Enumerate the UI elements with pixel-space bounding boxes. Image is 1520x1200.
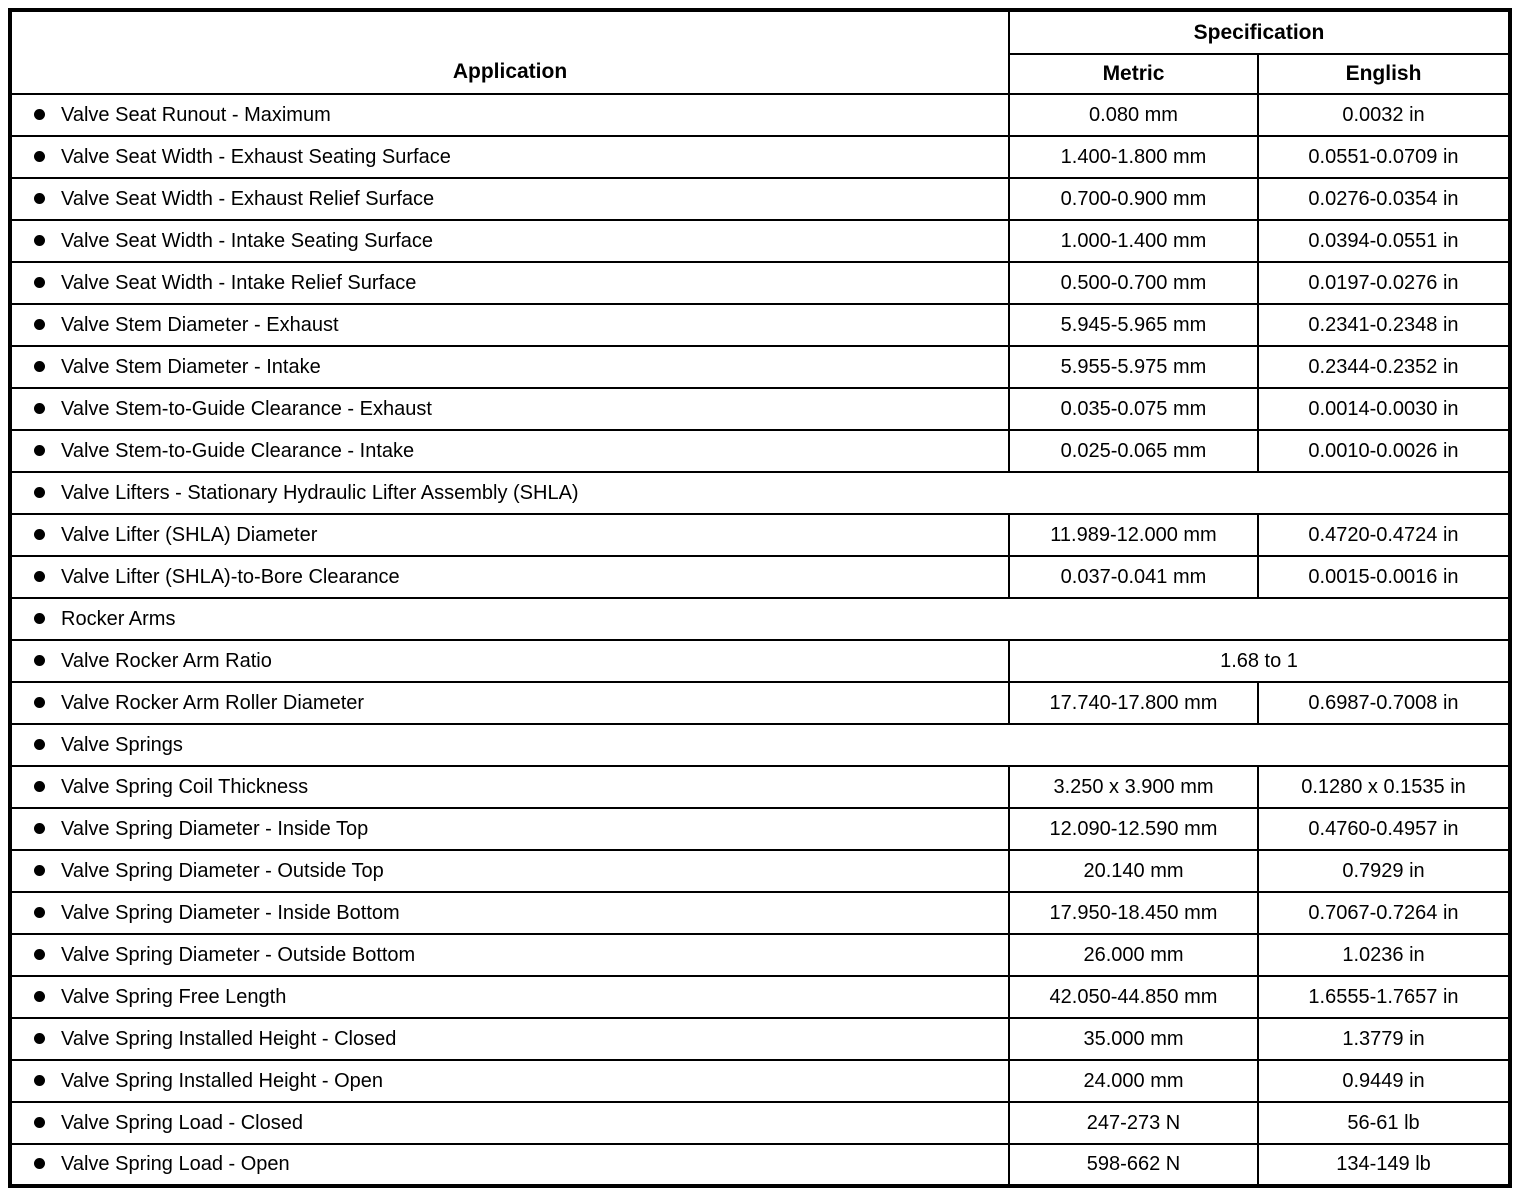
- application-cell: [10, 178, 1009, 220]
- application-label: Valve Stem-to-Guide Clearance - Intake: [61, 439, 415, 462]
- application-cell: [10, 346, 1009, 388]
- application-label: Valve Spring Diameter - Outside Top: [61, 859, 384, 882]
- metric-column-header: Metric: [1009, 54, 1258, 94]
- metric-value-cell: 598-662 N: [1009, 1144, 1258, 1186]
- bullet-icon: [34, 739, 45, 750]
- metric-value-cell: 0.037-0.041 mm: [1009, 556, 1258, 598]
- english-value-cell: 1.6555-1.7657 in: [1258, 976, 1510, 1018]
- metric-value-cell: 5.955-5.975 mm: [1009, 346, 1258, 388]
- table-row: [10, 934, 1510, 976]
- table-row: [10, 976, 1510, 1018]
- metric-value-cell: 0.035-0.075 mm: [1009, 388, 1258, 430]
- english-value-cell: 0.0276-0.0354 in: [1258, 178, 1510, 220]
- english-value-cell: 0.0015-0.0016 in: [1258, 556, 1510, 598]
- english-value-cell: 0.0394-0.0551 in: [1258, 220, 1510, 262]
- application-label: Valve Stem Diameter - Intake: [61, 355, 321, 378]
- header-row-specification: [10, 10, 1510, 54]
- metric-value-cell: 42.050-44.850 mm: [1009, 976, 1258, 1018]
- english-value-cell: 0.2341-0.2348 in: [1258, 304, 1510, 346]
- table-row: [10, 178, 1510, 220]
- spec-table-body: [10, 94, 1510, 1186]
- application-label: Rocker Arms: [61, 607, 176, 630]
- application-cell: [10, 388, 1009, 430]
- application-label: Valve Spring Load - Closed: [61, 1111, 303, 1134]
- specification-column-header: Specification: [1009, 10, 1510, 54]
- bullet-icon: [34, 571, 45, 582]
- english-column-header: English: [1258, 54, 1510, 94]
- bullet-icon: [34, 529, 45, 540]
- table-row: [10, 808, 1510, 850]
- table-row: [10, 1060, 1510, 1102]
- table-row: [10, 388, 1510, 430]
- english-value-cell: 0.1280 x 0.1535 in: [1258, 766, 1510, 808]
- table-row: [10, 136, 1510, 178]
- bullet-icon: [34, 655, 45, 666]
- bullet-icon: [34, 319, 45, 330]
- application-cell: [10, 136, 1009, 178]
- application-label: Valve Seat Runout - Maximum: [61, 103, 331, 126]
- metric-value-cell: 24.000 mm: [1009, 1060, 1258, 1102]
- table-row: [10, 220, 1510, 262]
- metric-value-cell: 5.945-5.965 mm: [1009, 304, 1258, 346]
- application-cell: [10, 934, 1009, 976]
- bullet-icon: [34, 151, 45, 162]
- application-cell: [10, 640, 1009, 682]
- english-value-cell: 0.0010-0.0026 in: [1258, 430, 1510, 472]
- application-label: Valve Spring Diameter - Outside Bottom: [61, 943, 416, 966]
- application-label: Valve Stem Diameter - Exhaust: [61, 313, 339, 336]
- english-value-cell: 0.2344-0.2352 in: [1258, 346, 1510, 388]
- table-row: [10, 514, 1510, 556]
- application-cell: [10, 598, 1510, 640]
- application-cell: [10, 976, 1009, 1018]
- spec-table-header: [10, 10, 1510, 94]
- application-cell: [10, 556, 1009, 598]
- bullet-icon: [34, 781, 45, 792]
- bullet-icon: [34, 445, 45, 456]
- application-label: Valve Lifter (SHLA) Diameter: [61, 523, 318, 546]
- section-row: [10, 724, 1510, 766]
- english-value-cell: 0.7067-0.7264 in: [1258, 892, 1510, 934]
- table-row: [10, 640, 1510, 682]
- application-label: Valve Spring Diameter - Inside Top: [61, 817, 369, 840]
- table-row: [10, 94, 1510, 136]
- application-cell: [10, 94, 1009, 136]
- application-cell: [10, 1060, 1009, 1102]
- application-label: Valve Seat Width - Intake Seating Surface: [61, 229, 434, 252]
- bullet-icon: [34, 1075, 45, 1086]
- table-row: [10, 430, 1510, 472]
- english-value-cell: 0.4760-0.4957 in: [1258, 808, 1510, 850]
- table-row: [10, 262, 1510, 304]
- application-cell: [10, 1144, 1009, 1186]
- merged-value-cell: 1.68 to 1: [1009, 640, 1510, 682]
- table-row: [10, 850, 1510, 892]
- bullet-icon: [34, 193, 45, 204]
- english-value-cell: 0.0551-0.0709 in: [1258, 136, 1510, 178]
- metric-value-cell: 0.080 mm: [1009, 94, 1258, 136]
- english-value-cell: 0.0032 in: [1258, 94, 1510, 136]
- english-value-cell: 56-61 lb: [1258, 1102, 1510, 1144]
- section-row: [10, 472, 1510, 514]
- metric-value-cell: 247-273 N: [1009, 1102, 1258, 1144]
- application-cell: [10, 892, 1009, 934]
- application-label: Valve Spring Coil Thickness: [61, 775, 309, 798]
- bullet-icon: [34, 1158, 45, 1169]
- application-label: Valve Spring Installed Height - Open: [61, 1069, 384, 1092]
- bullet-icon: [34, 991, 45, 1002]
- application-label: Valve Spring Free Length: [61, 985, 287, 1008]
- application-column-header: Application: [10, 10, 1009, 94]
- application-cell: [10, 220, 1009, 262]
- application-label: Valve Spring Diameter - Inside Bottom: [61, 901, 400, 924]
- table-row: [10, 1102, 1510, 1144]
- application-cell: [10, 766, 1009, 808]
- metric-value-cell: 1.000-1.400 mm: [1009, 220, 1258, 262]
- bullet-icon: [34, 403, 45, 414]
- english-value-cell: 0.6987-0.7008 in: [1258, 682, 1510, 724]
- metric-value-cell: 17.950-18.450 mm: [1009, 892, 1258, 934]
- table-row: [10, 1018, 1510, 1060]
- metric-value-cell: 26.000 mm: [1009, 934, 1258, 976]
- metric-value-cell: 0.025-0.065 mm: [1009, 430, 1258, 472]
- bullet-icon: [34, 277, 45, 288]
- bullet-icon: [34, 907, 45, 918]
- application-label: Valve Spring Load - Open: [61, 1153, 290, 1175]
- english-value-cell: 1.3779 in: [1258, 1018, 1510, 1060]
- application-label: Valve Rocker Arm Ratio: [61, 649, 272, 672]
- english-value-cell: 134-149 lb: [1258, 1144, 1510, 1186]
- application-label: Valve Spring Installed Height - Closed: [61, 1027, 397, 1050]
- bullet-icon: [34, 865, 45, 876]
- table-row: [10, 304, 1510, 346]
- application-label: Valve Stem-to-Guide Clearance - Exhaust: [61, 397, 432, 420]
- metric-value-cell: 1.400-1.800 mm: [1009, 136, 1258, 178]
- bullet-icon: [34, 109, 45, 120]
- application-cell: [10, 1102, 1009, 1144]
- application-label: Valve Lifter (SHLA)-to-Bore Clearance: [61, 565, 400, 588]
- application-label: Valve Seat Width - Exhaust Relief Surface: [61, 187, 435, 210]
- bullet-icon: [34, 361, 45, 372]
- application-label: Valve Seat Width - Exhaust Seating Surface: [61, 145, 451, 168]
- spec-table: [8, 8, 1512, 1188]
- table-row: [10, 556, 1510, 598]
- bullet-icon: [34, 235, 45, 246]
- english-value-cell: 1.0236 in: [1258, 934, 1510, 976]
- english-value-cell: 0.4720-0.4724 in: [1258, 514, 1510, 556]
- english-value-cell: 0.9449 in: [1258, 1060, 1510, 1102]
- metric-value-cell: 17.740-17.800 mm: [1009, 682, 1258, 724]
- application-cell: [10, 472, 1510, 514]
- metric-value-cell: 0.700-0.900 mm: [1009, 178, 1258, 220]
- application-label: Valve Springs: [61, 733, 183, 756]
- application-cell: [10, 808, 1009, 850]
- english-value-cell: 0.0197-0.0276 in: [1258, 262, 1510, 304]
- bullet-icon: [34, 613, 45, 624]
- metric-value-cell: 12.090-12.590 mm: [1009, 808, 1258, 850]
- bullet-icon: [34, 823, 45, 834]
- application-cell: [10, 682, 1009, 724]
- metric-value-cell: 11.989-12.000 mm: [1009, 514, 1258, 556]
- application-cell: [10, 430, 1009, 472]
- application-cell: [10, 1018, 1009, 1060]
- english-value-cell: 0.0014-0.0030 in: [1258, 388, 1510, 430]
- bullet-icon: [34, 697, 45, 708]
- table-row: [10, 1144, 1510, 1186]
- table-row: [10, 682, 1510, 724]
- english-value-cell: 0.7929 in: [1258, 850, 1510, 892]
- application-label: Valve Rocker Arm Roller Diameter: [61, 691, 365, 714]
- table-row: [10, 766, 1510, 808]
- application-label: Valve Lifters - Stationary Hydraulic Lifter Assembly (SHLA): [61, 481, 579, 504]
- application-cell: [10, 850, 1009, 892]
- application-cell: [10, 514, 1009, 556]
- metric-value-cell: 35.000 mm: [1009, 1018, 1258, 1060]
- bullet-icon: [34, 949, 45, 960]
- application-cell: [10, 304, 1009, 346]
- metric-value-cell: 3.250 x 3.900 mm: [1009, 766, 1258, 808]
- metric-value-cell: 0.500-0.700 mm: [1009, 262, 1258, 304]
- bullet-icon: [34, 1033, 45, 1044]
- table-row: [10, 346, 1510, 388]
- metric-value-cell: 20.140 mm: [1009, 850, 1258, 892]
- bullet-icon: [34, 1117, 45, 1128]
- application-cell: [10, 724, 1510, 766]
- application-cell: [10, 262, 1009, 304]
- application-label: Valve Seat Width - Intake Relief Surface: [61, 271, 417, 294]
- section-row: [10, 598, 1510, 640]
- bullet-icon: [34, 487, 45, 498]
- table-row: [10, 892, 1510, 934]
